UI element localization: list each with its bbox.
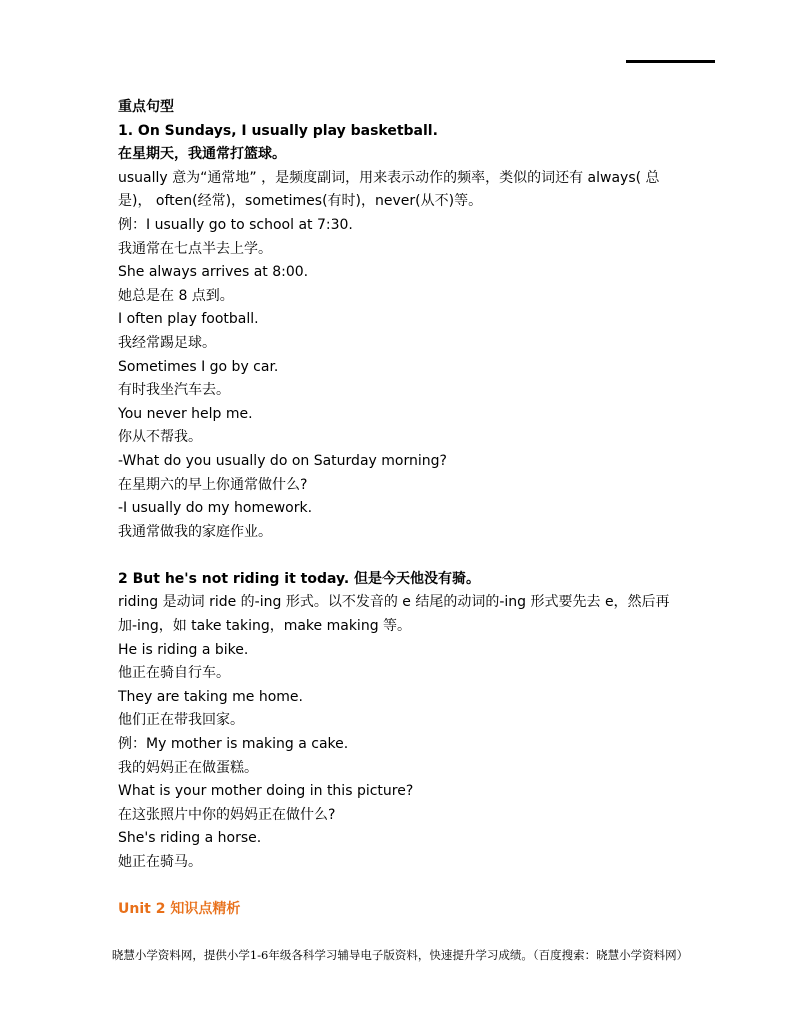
example-line: 在星期六的早上你通常做什么? (118, 476, 308, 493)
example-line: 例：My mother is making a cake. (118, 736, 349, 753)
example-line: She's riding a horse. (118, 830, 262, 847)
explanation-line: usually 意为“通常地” ，是频度副词，用来表示动作的频率，类似的词还有 always( 总 (118, 169, 660, 186)
example-line: What is your mother doing in this picture? (118, 783, 414, 800)
example-line: 我通常做我的家庭作业。 (118, 523, 272, 540)
example-line: -What do you usually do on Saturday morning? (118, 452, 447, 469)
example-line: Sometimes I go by car. (118, 358, 279, 375)
explanation-line: riding 是动词 ride 的-ing 形式。以不发音的 e 结尾的动词的-ing 形式要先去 e，然后再 (118, 594, 670, 611)
paragraph-spacer (118, 875, 698, 899)
explanation-line: 是)， often(经常)，sometimes(有时)，never(从不)等。 (118, 193, 483, 210)
section-heading: 重点句型 (118, 99, 174, 115)
example-line: 他们正在带我回家。 (118, 712, 244, 729)
unit-title: Unit 2 知识点精析 (118, 901, 241, 918)
section-heading: 2 But he's not riding it today. 但是今天他没有骑。 (118, 570, 481, 587)
example-line: -I usually do my homework. (118, 500, 313, 517)
example-line: You never help me. (118, 405, 253, 422)
document-body (118, 96, 698, 922)
header-rule (626, 60, 715, 63)
example-line: 他正在骑自行车。 (118, 665, 230, 682)
key-sentence-chinese: 在星期天，我通常打篮球。 (118, 146, 286, 163)
example-line: 例：I usually go to school at 7:30. (118, 216, 353, 233)
example-line: 你从不帮我。 (118, 429, 202, 446)
explanation-line: 加-ing，如 take taking，make making 等。 (118, 618, 412, 635)
page-footer: 晓慧小学资料网，提供小学1-6年级各科学习辅导电子版资料，快速提升学习成绩。（百度搜索：晓慧小学资料网） (111, 948, 689, 962)
example-line: I often play football. (118, 311, 259, 328)
example-line: 有时我坐汽车去。 (118, 382, 230, 399)
example-line: They are taking me home. (118, 688, 303, 705)
key-sentence-english: 1. On Sundays, I usually play basketball. (118, 122, 438, 139)
example-line: 她正在骑马。 (118, 854, 202, 870)
example-line: He is riding a bike. (118, 641, 249, 658)
example-line: 我通常在七点半去上学。 (118, 240, 272, 257)
example-line: 在这张照片中你的妈妈正在做什么? (118, 806, 336, 823)
example-line: She always arrives at 8:00. (118, 264, 309, 281)
example-line: 我的妈妈正在做蛋糕。 (118, 759, 258, 776)
paragraph-spacer (118, 544, 698, 568)
example-line: 她总是在 8 点到。 (118, 287, 234, 304)
example-line: 我经常踢足球。 (118, 334, 216, 351)
